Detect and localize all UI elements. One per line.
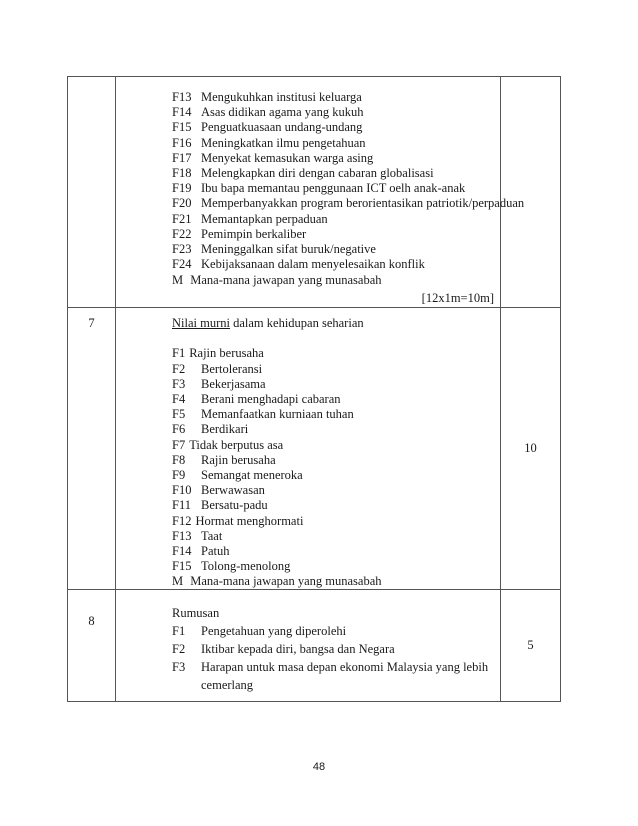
marks-formula: [12x1m=10m]: [421, 291, 494, 306]
list-item: [172, 346, 500, 361]
list-item: [172, 120, 500, 135]
row-number: 8: [88, 614, 95, 629]
list-item: [172, 392, 500, 407]
list-item: [172, 212, 500, 227]
list-item: [172, 272, 500, 289]
item-code: F2: [172, 641, 186, 656]
list-item: [172, 438, 500, 453]
heading-underlined: Nilai murni: [172, 316, 230, 331]
list-item: [172, 242, 500, 257]
item-text: Taat: [201, 528, 223, 543]
item-code: F14: [172, 105, 192, 120]
marks-cell: [501, 77, 561, 308]
answer-cell: [116, 308, 501, 590]
item-code: F13: [172, 528, 192, 543]
list-item: [172, 453, 500, 468]
item-code: F15: [172, 120, 192, 135]
page-number: 48: [312, 761, 326, 773]
item-code: F24: [172, 257, 192, 272]
item-text: Mana-mana jawapan yang munasabah: [190, 574, 382, 589]
item-text: Memperbanyakkan program berorientasikan patriotik/perpaduan: [201, 196, 525, 211]
item-text: Semangat meneroka: [201, 467, 303, 482]
item-code: F15: [172, 559, 192, 574]
item-text: Ibu bapa memantau penggunaan ICT oelh anak-anak: [201, 181, 466, 196]
list-item: [172, 227, 500, 242]
list-item: [172, 407, 500, 422]
table-row: [68, 308, 561, 590]
item-text: Rajin berusaha: [189, 346, 264, 361]
item-text: Berani menghadapi cabaran: [201, 392, 341, 406]
list-item: [172, 498, 500, 513]
row-number-cell: [68, 590, 116, 702]
item-text: Asas didikan agama yang kukuh: [201, 105, 364, 120]
item-code: F2: [172, 361, 186, 376]
item-continuation: [172, 676, 500, 694]
list-item: [172, 468, 500, 483]
item-code: F4: [172, 392, 186, 406]
table-row: [68, 590, 561, 702]
item-text: cemerlang: [201, 677, 254, 692]
item-text: Meninggalkan sifat buruk/negative: [201, 241, 376, 256]
item-code: F11: [172, 498, 191, 513]
item-code: F1: [172, 623, 186, 638]
row-number: 7: [88, 316, 95, 331]
list-item: [172, 136, 500, 151]
list-item: [172, 362, 500, 377]
item-text: Pengetahuan yang diperolehi: [201, 623, 347, 638]
item-code: F14: [172, 543, 192, 558]
item-code: F3: [172, 376, 186, 391]
list-item: [172, 90, 500, 105]
item-code: F12: [172, 513, 192, 528]
list-item: [172, 181, 500, 196]
item-code: F23: [172, 241, 192, 256]
list-item: [172, 422, 500, 437]
item-text: Bersatu-padu: [201, 498, 268, 513]
item-text: Penguatkuasaan undang-undang: [201, 120, 363, 135]
list-item: [172, 483, 500, 498]
item-code: F17: [172, 150, 192, 165]
list-item: [172, 658, 500, 676]
marks-value: 10: [524, 441, 537, 456]
item-text: Meningkatkan ilmu pengetahuan: [201, 135, 366, 150]
item-code: F10: [172, 483, 192, 498]
list-item: [172, 377, 500, 392]
item-text: Iktibar kepada diri, bangsa dan Negara: [201, 641, 395, 656]
item-code: F16: [172, 135, 192, 150]
list-item: [172, 622, 500, 640]
item-text: Pemimpin berkaliber: [201, 226, 307, 241]
item-text: Tidak berputus asa: [189, 437, 284, 452]
answer-cell: [116, 590, 501, 702]
item-text: Kebijaksanaan dalam menyelesaikan konflik: [201, 257, 425, 272]
list-item: [172, 196, 525, 211]
item-code: F20: [172, 196, 192, 211]
item-code: F9: [172, 467, 186, 482]
item-text: Hormat menghormati: [195, 513, 304, 528]
item-code: F5: [172, 407, 186, 422]
answer-list: [172, 346, 500, 574]
item-text: Harapan untuk masa depan ekonomi Malaysia yang lebih: [201, 659, 489, 674]
list-item: [172, 640, 500, 658]
marks-cell: [501, 308, 561, 590]
table-row: [68, 77, 561, 308]
list-item: [172, 105, 500, 120]
item-code: F6: [172, 422, 186, 437]
item-code: F22: [172, 226, 192, 241]
item-text: Memantapkan perpaduan: [201, 211, 328, 226]
answer-scheme-table: [67, 76, 561, 702]
heading-rest: dalam kehidupan seharian: [229, 316, 364, 331]
item-text: Mengukuhkan institusi keluarga: [201, 90, 362, 104]
list-item: [172, 559, 500, 574]
item-code: F7: [172, 437, 186, 452]
list-item: [172, 529, 500, 544]
item-text: Memanfaatkan kurniaan tuhan: [201, 407, 354, 422]
row-number-cell: [68, 77, 116, 308]
item-text: Mana-mana jawapan yang munasabah: [190, 273, 382, 288]
item-code: F13: [172, 90, 192, 104]
item-text: Tolong-menolong: [201, 559, 291, 574]
item-code: F21: [172, 211, 192, 226]
list-item: [172, 544, 500, 559]
item-code: F1: [172, 346, 186, 361]
marks-value: 5: [527, 638, 534, 653]
item-text: Berwawasan: [201, 483, 265, 498]
item-code: F8: [172, 452, 186, 467]
item-text: Melengkapkan diri dengan cabaran globalisasi: [201, 165, 434, 180]
marks-cell: [501, 590, 561, 702]
item-code: M: [172, 273, 184, 288]
answer-list: [172, 622, 500, 676]
answer-cell: [116, 77, 525, 308]
item-text: Bekerjasama: [201, 376, 266, 391]
item-code: F3: [172, 659, 186, 674]
item-text: Menyekat kemasukan warga asing: [201, 150, 374, 165]
section-heading: Rumusan: [172, 606, 220, 621]
item-code: F19: [172, 181, 192, 196]
item-text: Rajin berusaha: [201, 452, 276, 467]
list-item: [172, 166, 500, 181]
item-text: Patuh: [201, 543, 230, 558]
row-number-cell: [68, 308, 116, 590]
item-code: F18: [172, 165, 192, 180]
list-item: [172, 514, 500, 529]
list-item: [172, 574, 500, 589]
item-code: M: [172, 574, 184, 589]
item-text: Bertoleransi: [201, 361, 263, 376]
list-item: [172, 257, 500, 272]
section-heading: [172, 316, 500, 331]
answer-list: [172, 90, 525, 272]
list-item: [172, 151, 500, 166]
item-text: Berdikari: [201, 422, 249, 437]
